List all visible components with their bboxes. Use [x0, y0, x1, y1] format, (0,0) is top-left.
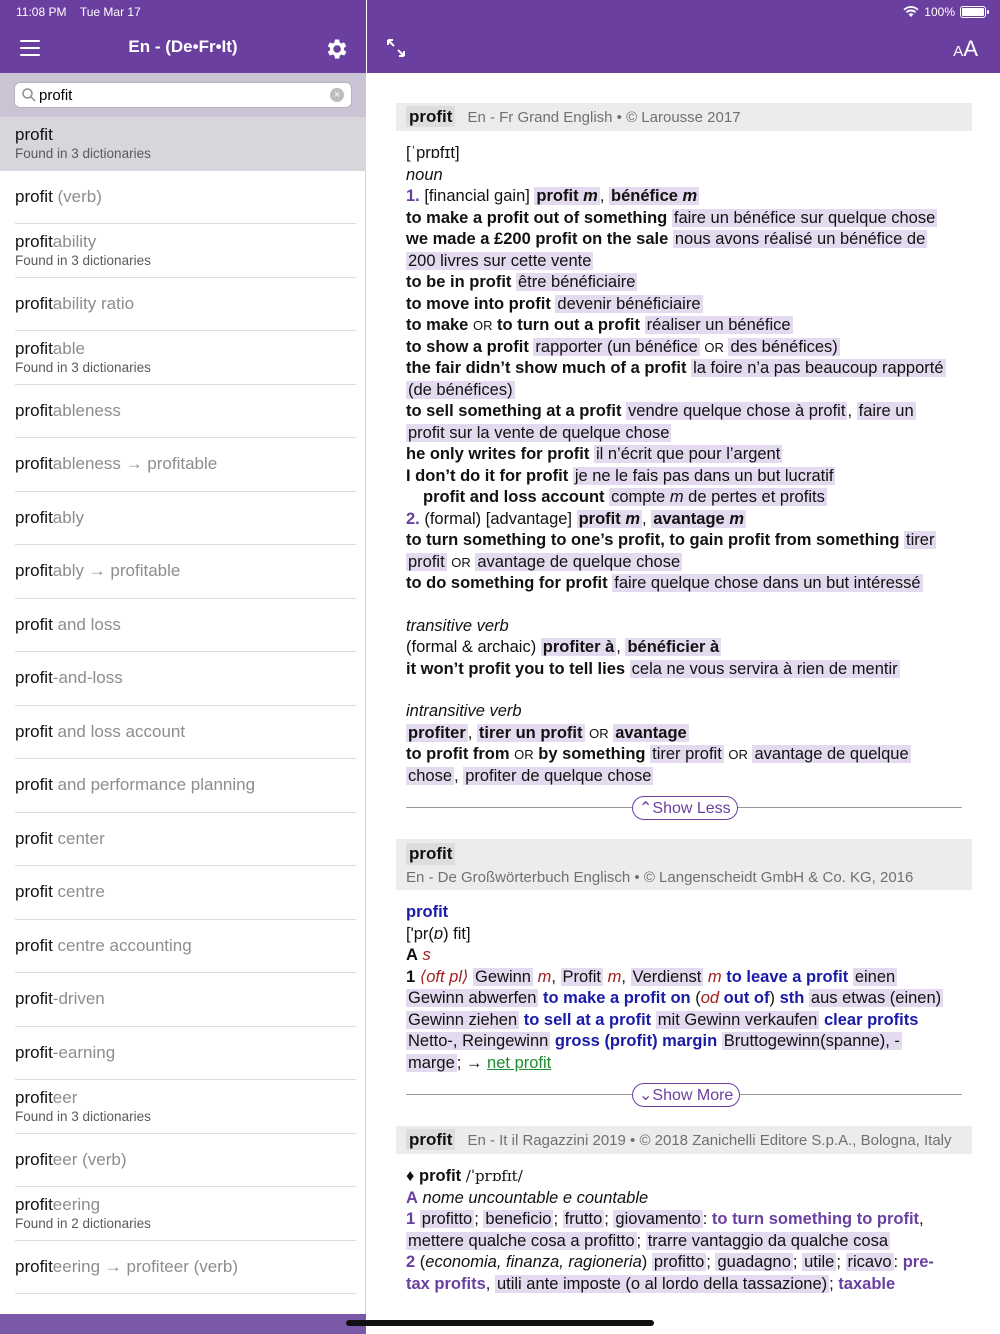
- result-item[interactable]: [0, 652, 366, 706]
- result-word: profitably: [15, 507, 84, 527]
- status-time: 11:08 PM: [16, 5, 67, 19]
- results-pane: [0, 0, 366, 1334]
- sense-line: Gewinn ziehen to sell at a profit mit Gewinn verkaufen clear profits: [408, 1010, 919, 1029]
- result-word: profit and performance planning: [15, 775, 256, 794]
- sense-line: 1. [financial gain] profit m , bénéfice m: [406, 187, 698, 205]
- sense-line: Netto-, Reingewinn gross (profit) margin Bruttogewinn(spanne), -: [408, 1032, 900, 1050]
- result-word: profiteer (verb): [15, 1149, 127, 1169]
- entries-pane: [396, 103, 972, 1313]
- entry-source: En - It il Ragazzini 2019 • © 2018 Zanichelli Editore S.p.A., Bologna, Italy: [467, 1132, 952, 1149]
- result-word: profitableness: [15, 400, 121, 420]
- entry-body-larousse: [396, 131, 972, 787]
- entry-source: En - Fr Grand English • © Larousse 2017: [467, 109, 741, 126]
- status-right: [903, 5, 986, 19]
- result-item[interactable]: [0, 1027, 366, 1081]
- home-indicator[interactable]: [346, 1320, 654, 1326]
- example-line: the fair didn’t show much of a profit la foire n’a pas beaucoup rapporté: [406, 359, 944, 377]
- entry-source: En - De Großwörterbuch Englisch • © Langenscheidt GmbH & Co. KG, 2016: [406, 869, 914, 886]
- show-less-bar: [406, 795, 962, 821]
- example-line: we made a £200 profit on the sale nous avons réalisé un bénéfice de: [406, 230, 926, 248]
- sense-line: marge ; → net profit: [408, 1053, 552, 1072]
- search-bar: [0, 73, 366, 117]
- result-item[interactable]: [0, 438, 366, 492]
- example-line: to profit from OR by something tirer profit OR avantage de quelque: [406, 745, 909, 763]
- result-item[interactable]: [0, 759, 366, 813]
- part-of-speech: noun: [406, 165, 443, 184]
- result-word: profitability: [15, 232, 97, 251]
- left-bottom-bar: [0, 1314, 366, 1334]
- chevron-down-icon: ⌄: [639, 1087, 653, 1104]
- results-list: [0, 117, 366, 1294]
- result-item[interactable]: [0, 973, 366, 1027]
- example-line: I don’t do it for profit je ne le fais pas dans un but lucratif: [406, 466, 834, 485]
- show-more-bar: [406, 1082, 962, 1108]
- sense-line: Gewinn abwerfen to make a profit on (od out of) sth aus etwas (einen): [408, 989, 942, 1007]
- entry-header-larousse: [396, 103, 972, 131]
- result-subtitle: Found in 3 dictionaries: [15, 146, 151, 161]
- result-item[interactable]: [0, 813, 366, 867]
- result-item[interactable]: [0, 866, 366, 920]
- result-word: profit-earning: [15, 1042, 116, 1062]
- result-item[interactable]: [0, 492, 366, 546]
- show-less-button[interactable]: ⌃Show Less: [632, 796, 738, 820]
- battery-icon: [960, 6, 986, 18]
- entry-headword: profit: [406, 1129, 455, 1150]
- sense-line: 2 (economia, finanza, ragioneria) profitto ; guadagno ; utile ; ricavo : pre-: [406, 1253, 934, 1271]
- result-word: profit-and-loss: [15, 668, 123, 687]
- result-word: profitably → profitable: [15, 561, 181, 580]
- sense-line: tax profits, utili ante imposte (o al lordo della tassazione) ; taxable: [406, 1274, 896, 1293]
- entry-larousse: [396, 103, 972, 821]
- grammar-line: A nome uncountable e countable: [406, 1188, 649, 1207]
- example-line: 200 livres sur cette vente: [408, 251, 592, 270]
- font-size-button[interactable]: AA: [953, 36, 978, 61]
- example-line: chose , profiter de quelque chose: [408, 766, 652, 785]
- result-word: profit center: [15, 828, 105, 848]
- clear-search-icon[interactable]: ×: [330, 88, 344, 102]
- headword-line: ♦ profit /ˈprɒfɪt/: [406, 1167, 523, 1185]
- result-item[interactable]: [0, 331, 366, 385]
- result-item[interactable]: [0, 1134, 366, 1188]
- example-line: profit OR avantage de quelque chose: [408, 552, 681, 571]
- example-line: he only writes for profit il n’écrit que pour l’argent: [406, 445, 781, 463]
- example-line: it won’t profit you to tell lies cela ne vous servira à rien de mentir: [406, 659, 898, 678]
- result-word: profiteer: [15, 1088, 78, 1107]
- pronunciation: [ˈprɒfɪt]: [406, 144, 460, 162]
- result-word: profitableness → profitable: [15, 454, 218, 473]
- example-line: to show a profit rapporter (un bénéfice OR des bénéfices): [406, 337, 838, 356]
- result-item[interactable]: [0, 1241, 366, 1295]
- result-word: profit: [15, 125, 53, 144]
- result-word: profitability ratio: [15, 293, 135, 313]
- result-word: profit centre: [15, 882, 105, 901]
- result-item[interactable]: [0, 278, 366, 332]
- entry-zanichelli: [396, 1126, 972, 1295]
- result-word: profiteering → profiteer (verb): [15, 1256, 238, 1276]
- status-bar: [0, 0, 1000, 24]
- sense-line: 2. (formal) [advantage] profit m , avantage m: [406, 509, 744, 528]
- entry-headword: profit: [406, 106, 455, 127]
- result-item[interactable]: [0, 706, 366, 760]
- entry-header-langenscheidt: [396, 839, 972, 890]
- example-line: to make a profit out of something faire un bénéfice sur quelque chose: [406, 208, 936, 227]
- result-word: profiteering: [15, 1195, 101, 1214]
- status-time-date: [16, 5, 141, 19]
- result-item[interactable]: [0, 599, 366, 653]
- result-word: profitable: [15, 339, 85, 358]
- entry-body-langenscheidt: [396, 890, 972, 1074]
- example-line: to make OR to turn out a profit réaliser un bénéfice: [406, 316, 791, 334]
- result-subtitle: Found in 3 dictionaries: [15, 360, 151, 375]
- result-item[interactable]: [0, 545, 366, 599]
- result-item[interactable]: [0, 1080, 366, 1134]
- dictionary-title[interactable]: En - (De•Fr•It): [128, 37, 238, 56]
- result-item[interactable]: [0, 1187, 366, 1241]
- status-date: Tue Mar 17: [79, 5, 141, 19]
- example-line: profit sur la vente de quelque chose: [408, 423, 670, 442]
- sense-line: (formal & archaic) profiter à , bénéficier à: [406, 638, 720, 656]
- gear-icon[interactable]: [323, 36, 349, 62]
- result-subtitle: Found in 2 dictionaries: [15, 1216, 151, 1231]
- result-item[interactable]: [0, 920, 366, 974]
- result-item[interactable]: [0, 117, 366, 171]
- sense-line: 1 profitto ; beneficio ; frutto ; giovamento : to turn something to profit,: [406, 1210, 924, 1228]
- example-line: to turn something to one’s profit, to gain profit from something tirer: [406, 531, 935, 549]
- example-line: to move into profit devenir bénéficiaire: [406, 294, 701, 313]
- result-word: profit centre accounting: [15, 935, 192, 955]
- result-word: profit-driven: [15, 989, 105, 1008]
- example-line: to be in profit être bénéficiaire: [406, 273, 636, 291]
- result-word: profit and loss: [15, 614, 121, 634]
- headword-line: profit: [406, 903, 449, 921]
- part-of-speech: transitive verb: [406, 616, 509, 635]
- search-input[interactable]: [39, 85, 319, 105]
- battery-percent: 100%: [924, 5, 955, 19]
- divider: [15, 1293, 356, 1294]
- example-line: profit and loss account compte m de pertes et profits: [423, 488, 825, 506]
- entry-body-zanichelli: [396, 1154, 972, 1295]
- example-line: to do something for profit faire quelque chose dans un but intéressé: [406, 574, 921, 592]
- result-subtitle: Found in 3 dictionaries: [15, 253, 151, 268]
- result-word: profit (verb): [15, 186, 102, 206]
- result-word: profit and loss account: [15, 721, 186, 741]
- example-line: (de bénéfices): [408, 380, 513, 399]
- net-profit-link[interactable]: net profit: [487, 1053, 552, 1072]
- result-item[interactable]: [0, 224, 366, 278]
- wifi-icon: [903, 6, 919, 18]
- search-box[interactable]: [14, 82, 352, 108]
- example-line: to sell something at a profit vendre quelque chose à profit , faire un: [406, 402, 914, 420]
- search-icon: [21, 87, 37, 103]
- sense-line: mettere qualche cosa a profitto ; trarre vantaggio da qualche cosa: [408, 1231, 889, 1250]
- expand-icon[interactable]: [385, 37, 407, 59]
- entry-headword: profit: [406, 843, 455, 865]
- result-item[interactable]: [0, 385, 366, 439]
- result-subtitle: Found in 3 dictionaries: [15, 1109, 151, 1124]
- sense-line: profiter , tirer un profit OR avantage: [408, 723, 687, 742]
- sense-line: 1 ⟨oft pl⟩ Gewinn m, Profit m, Verdienst m to leave a profit einen: [406, 967, 896, 986]
- show-more-button[interactable]: ⌄Show More: [632, 1083, 740, 1107]
- part-of-speech: intransitive verb: [406, 702, 522, 720]
- chevron-up-icon: ⌃: [639, 800, 653, 817]
- entry-langenscheidt: [396, 839, 972, 1108]
- grammar-line: A s: [406, 946, 431, 964]
- pronunciation: ['pr(ɒ) fit]: [406, 924, 471, 943]
- entry-header-zanichelli: [396, 1126, 972, 1154]
- result-item[interactable]: [0, 171, 366, 225]
